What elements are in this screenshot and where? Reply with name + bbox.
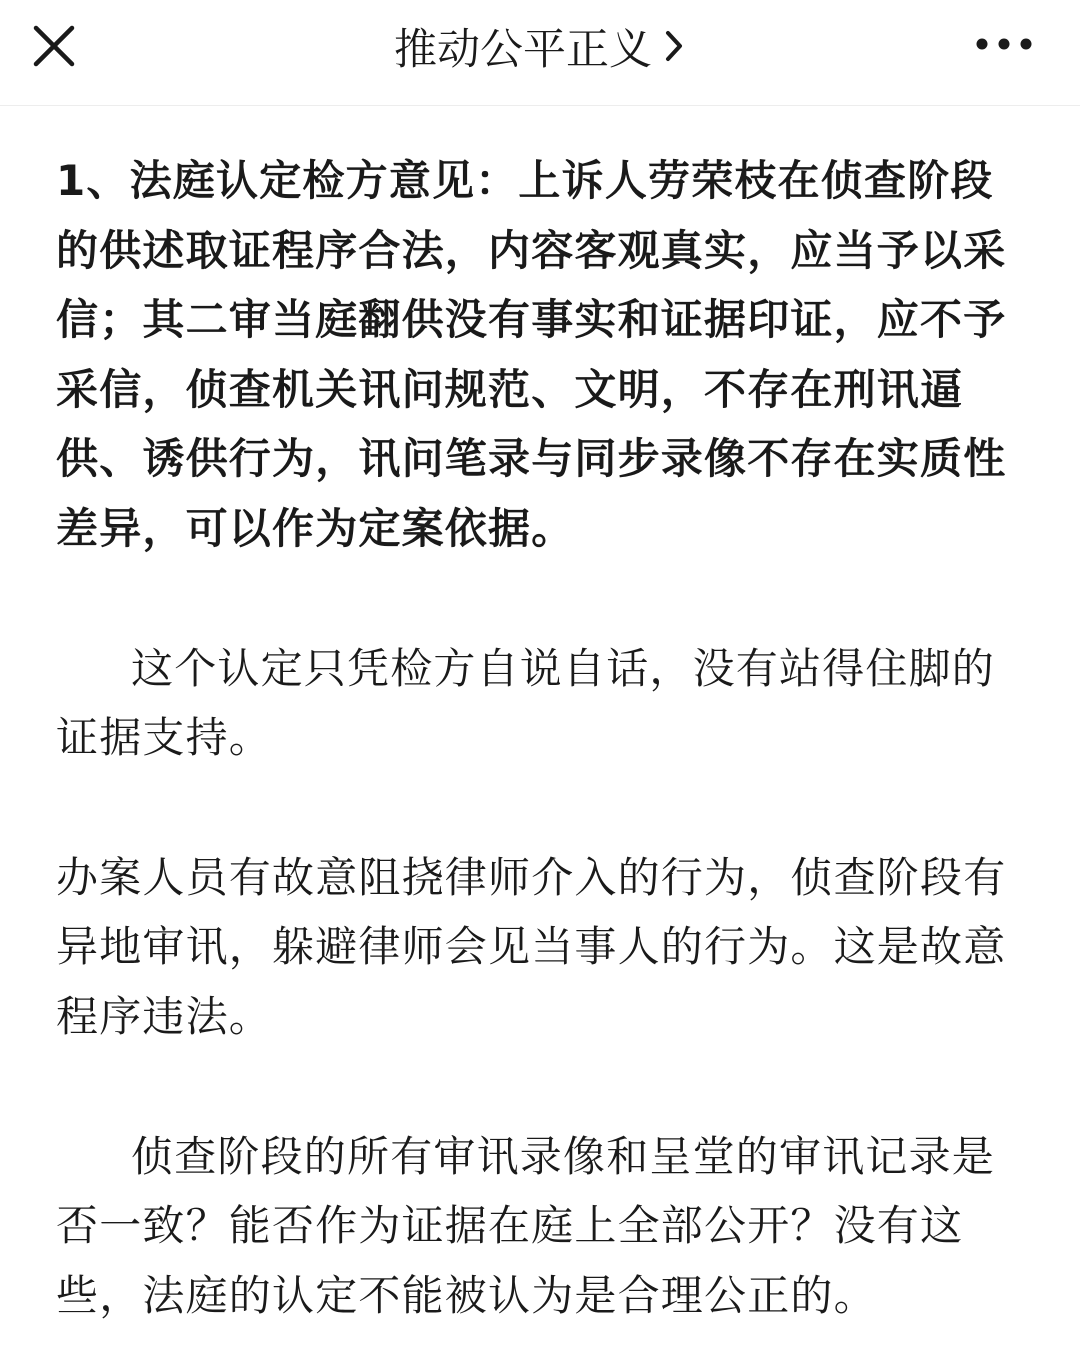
paragraph-comment-2: 办案人员有故意阻挠律师介入的行为，侦查阶段有异地审讯，躲避律师会见当事人的行为。这是故意程序违法。 <box>56 852 1007 1041</box>
more-options-button[interactable] <box>974 24 1034 64</box>
paragraph-comment-3: 侦查阶段的所有审讯录像和呈堂的审讯记录是否一致？能否作为证据在庭上全部公开？没有这些，法庭的认定不能被认为是合理公正的。 <box>56 1131 996 1320</box>
page-title: 推动公平正义 <box>394 24 652 75</box>
more-horizontal-icon <box>974 24 1034 64</box>
chevron-right-icon <box>662 28 686 64</box>
top-nav-bar <box>0 0 1080 106</box>
article-body <box>56 146 1031 1330</box>
paragraph-comment-1: 这个认定只凭检方自说自话，没有站得住脚的证据支持。 <box>56 643 996 763</box>
paragraph-court-finding: 1、法庭认定检方意见：上诉人劳荣枝在侦查阶段的供述取证程序合法，内容客观真实，应当予以采信；其二审当庭翻供没有事实和证据印证，应不予采信，侦查机关讯问规范、文明，不存在刑讯逼供、诱供行为，讯问笔录与同步录像不存在实质性差异，可以作为定案依据。 <box>56 156 1007 553</box>
account-title-link[interactable] <box>0 0 1080 92</box>
